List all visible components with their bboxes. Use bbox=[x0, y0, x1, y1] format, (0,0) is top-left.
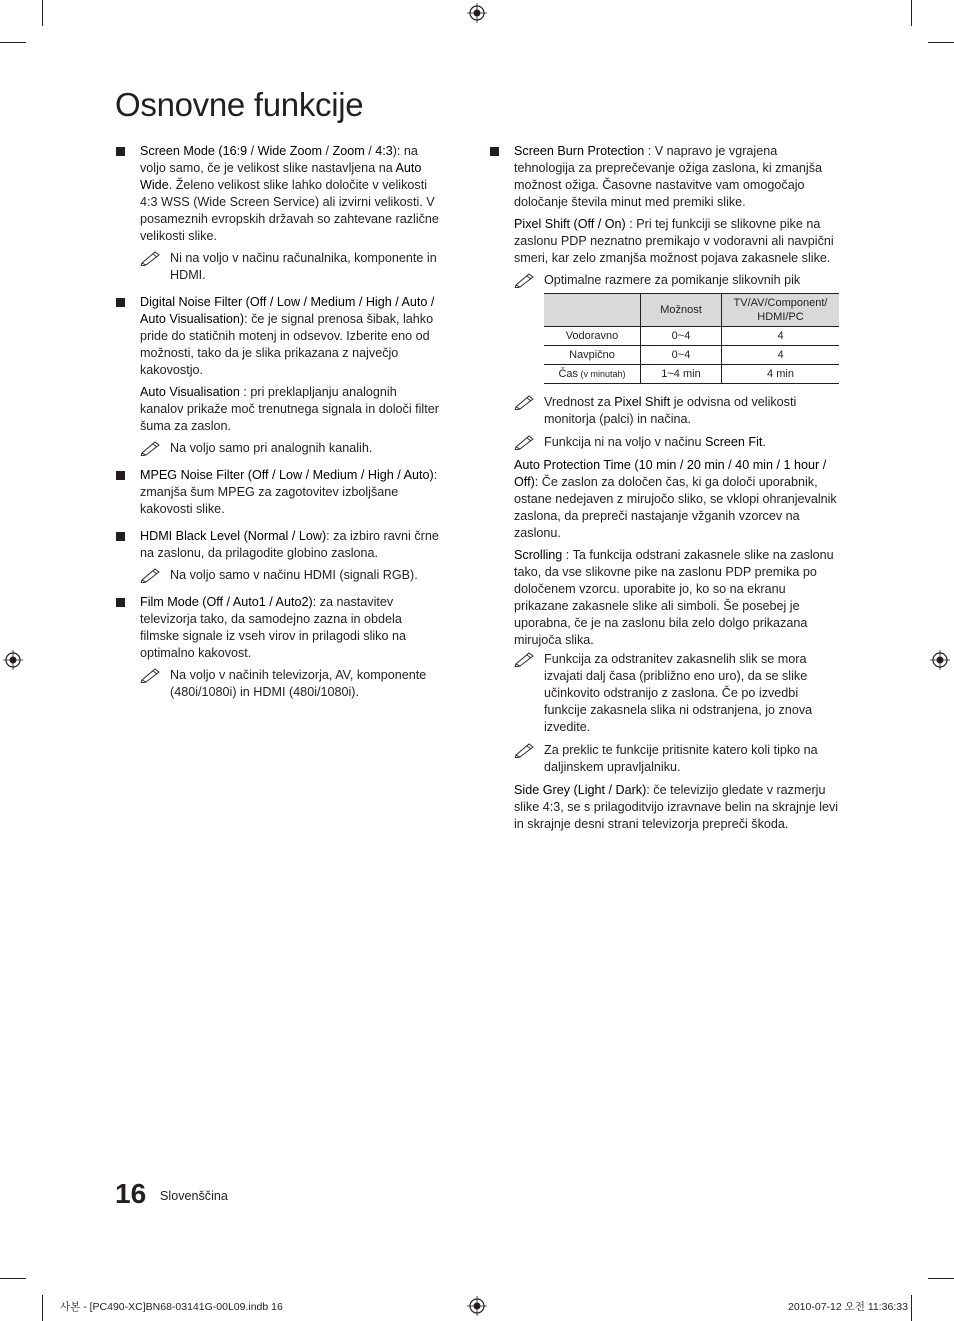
table-cell: 0~4 bbox=[641, 346, 722, 365]
screen-burn-protection-item: Screen Burn Protection : V napravo je vgrajena tehnologija za preprečevanje ožiga zaslona, ki zmanjša možnost ožiga. Časovne nastavitve vam omogočajo določanje števila minut med premiki slike. bbox=[490, 143, 840, 211]
table-cell: Navpično bbox=[544, 346, 641, 365]
registration-mark-icon bbox=[467, 3, 487, 23]
table-cell: 0~4 bbox=[641, 327, 722, 346]
crop-mark bbox=[911, 0, 912, 26]
table-cell: Vodoravno bbox=[544, 327, 641, 346]
note: Optimalne razmere za pomikanje slikovnih pik bbox=[490, 272, 840, 289]
registration-mark-icon bbox=[3, 650, 23, 670]
table-cell: 4 bbox=[722, 327, 840, 346]
page-title: Osnovne funkcije bbox=[115, 86, 364, 123]
note: Ni na voljo v načinu računalnika, komponente in HDMI. bbox=[116, 250, 441, 284]
pixel-shift-para: Pixel Shift (Off / On) : Pri tej funkciji se slikovne pike na zaslonu PDP neznatno premikajo v vodoravni ali navpični smeri, kar zelo zmanjša možnost pojava zakasnele slike. bbox=[514, 217, 834, 265]
table-row bbox=[544, 346, 839, 365]
digital-noise-filter-item: Digital Noise Filter (Off / Low / Medium / High / Auto / Auto Visualisation): če je signal prenosa šibak, lahko pride do statičnih motenj in odsevov. Izberite eno od možnosti, tako da je slika prikazana z največjo kakovostjo. bbox=[116, 294, 441, 379]
table-cell: Čas (v minutah) bbox=[544, 365, 641, 384]
mpeg-noise-filter-item: MPEG Noise Filter (Off / Low / Medium / High / Auto): zmanjša šum MPEG za zagotovitev izboljšane kakovosti slike. bbox=[116, 467, 441, 518]
note: Funkcija za odstranitev zakasnelih slik se mora izvajati dalj časa (približno eno uro), da se slike učinkovito odstranijo z zaslona. Če po izvedbi funkcije zakasnela slika ni odstranjena, jo znova izvedite. bbox=[490, 651, 840, 736]
crop-mark bbox=[0, 1278, 26, 1279]
square-bullet-icon bbox=[116, 532, 125, 541]
note: Na voljo samo v načinu HDMI (signali RGB). bbox=[116, 567, 441, 584]
footer-timestamp: 2010-07-12 오전 11:36:33 bbox=[788, 1301, 908, 1313]
note: Vrednost za Pixel Shift je odvisna od velikosti monitorja (palci) in načina. bbox=[490, 394, 840, 428]
scrolling-para: Scrolling : Ta funkcija odstrani zakasnele slike na zaslonu tako, da vse slikovne pike na zaslonu PDP premika po določenem vzorcu. uporabite jo, ko so na ekranu prikazane zakasnele slike ali simboli. Še posebej je uporabna, če je na zaslonu bila zelo dolgo prikazana mirujoča slika. bbox=[514, 548, 834, 647]
left-column bbox=[116, 143, 441, 707]
crop-mark bbox=[42, 1295, 43, 1321]
note: Funkcija ni na voljo v načinu Screen Fit. bbox=[490, 434, 840, 451]
note: Na voljo v načinih televizorja, AV, komponente (480i/1080i) in HDMI (480i/1080i). bbox=[116, 667, 441, 701]
note-pencil-icon bbox=[514, 651, 536, 667]
registration-mark-icon bbox=[930, 650, 950, 670]
note: Za preklic te funkcije pritisnite katero koli tipko na daljinskem upravljalniku. bbox=[490, 742, 840, 776]
table-cell: 1~4 min bbox=[641, 365, 722, 384]
crop-mark bbox=[928, 1278, 954, 1279]
auto-protection-time-para: Auto Protection Time (10 min / 20 min / 40 min / 1 hour / Off): Če zaslon za določen čas, ki ga določi uporabnik, ostane nedejaven z mirujočo sliko, se vklopi ohranjevalnik zaslona, da prepreči nastajanje vžganih vzorcev na zaslonu. bbox=[514, 458, 837, 540]
table-cell: 4 bbox=[722, 346, 840, 365]
page-number: 16 bbox=[115, 1178, 147, 1209]
note-pencil-icon bbox=[140, 440, 162, 456]
table-cell: 4 min bbox=[722, 365, 840, 384]
note-pencil-icon bbox=[140, 250, 162, 266]
pixel-shift-table bbox=[544, 293, 839, 384]
square-bullet-icon bbox=[116, 598, 125, 607]
table-row bbox=[544, 327, 839, 346]
hdmi-black-level-item: HDMI Black Level (Normal / Low): za izbiro ravni črne na zaslonu, da prilagodite globino zaslona. bbox=[116, 528, 441, 562]
table-header-cell bbox=[544, 294, 641, 327]
note-pencil-icon bbox=[514, 394, 536, 410]
note-pencil-icon bbox=[514, 742, 536, 758]
registration-mark-icon bbox=[467, 1296, 487, 1316]
table-header-row bbox=[544, 294, 839, 327]
table-header-cell: Možnost bbox=[641, 294, 722, 327]
square-bullet-icon bbox=[116, 471, 125, 480]
square-bullet-icon bbox=[490, 147, 499, 156]
film-mode-item: Film Mode (Off / Auto1 / Auto2): za nastavitev televizorja tako, da samodejno zazna in obdela filmske signale iz vseh virov in prilagodi sliko na optimalno kakovost. bbox=[116, 594, 441, 662]
crop-mark bbox=[42, 0, 43, 26]
screen-mode-item: Screen Mode (16:9 / Wide Zoom / Zoom / 4:3): na voljo samo, če je velikost slike nastavljena na Auto Wide. Želeno velikost slike lahko določite v velikosti 4:3 WSS (Wide Screen Service) ali izvirni velikosti. V posameznih evropskih državah so zahtevane različne velikosti slike. bbox=[116, 143, 441, 245]
auto-visualisation-para: Auto Visualisation : pri preklapljanju analognih kanalov prikaže moč trenutnega signala in določi filter šuma za zaslon. bbox=[140, 385, 439, 433]
square-bullet-icon bbox=[116, 298, 125, 307]
footer-file-info: 사본 - [PC490-XC]BN68-03141G-00L09.indb 16 bbox=[60, 1301, 283, 1313]
right-column bbox=[490, 143, 840, 838]
table-header-cell: TV/AV/Component/ HDMI/PC bbox=[722, 294, 840, 327]
note-pencil-icon bbox=[514, 434, 536, 450]
crop-mark bbox=[0, 42, 26, 43]
note-pencil-icon bbox=[140, 567, 162, 583]
note-pencil-icon bbox=[140, 667, 162, 683]
language-label: Slovenščina bbox=[160, 1189, 228, 1203]
side-grey-para: Side Grey (Light / Dark): če televizijo gledate v razmerju slike 4:3, se s prilagoditvijo izravnave belin na skrajnje levi in skrajnje desni strani televizorja prepreči škoda. bbox=[514, 783, 839, 831]
crop-mark bbox=[928, 42, 954, 43]
crop-mark bbox=[911, 1295, 912, 1321]
table-row bbox=[544, 365, 839, 384]
note: Na voljo samo pri analognih kanalih. bbox=[116, 440, 441, 457]
note-pencil-icon bbox=[514, 272, 536, 288]
square-bullet-icon bbox=[116, 147, 125, 156]
